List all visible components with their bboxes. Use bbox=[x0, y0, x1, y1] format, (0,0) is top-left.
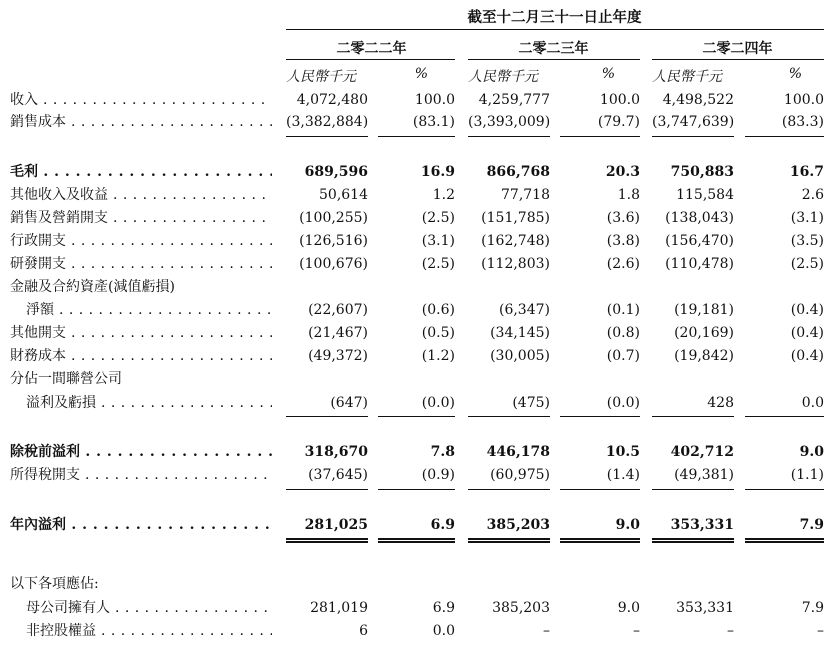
cell-2022-amount: (22,607) bbox=[308, 302, 368, 318]
subtotal-rule bbox=[468, 416, 550, 417]
unit-pct: % bbox=[414, 66, 428, 82]
cell-2023-amount: (475) bbox=[512, 395, 550, 411]
cell-2023-amount: 77,718 bbox=[501, 187, 550, 203]
subtotal-rule bbox=[745, 416, 824, 417]
period-underline bbox=[286, 29, 824, 30]
table-row bbox=[0, 185, 831, 205]
subtotal-rule bbox=[468, 489, 550, 490]
cell-2024-pct: 7.9 bbox=[801, 600, 824, 616]
cell-2022-amount: (37,645) bbox=[308, 467, 368, 483]
subtotal-rule bbox=[378, 416, 455, 417]
cell-2024-pct: (0.4) bbox=[790, 302, 824, 318]
cell-2024-pct: 100.0 bbox=[783, 92, 824, 108]
cell-2022-pct: (0.6) bbox=[421, 302, 455, 318]
cell-2024-amount: (19,181) bbox=[674, 302, 734, 318]
cell-2024-amount: (156,470) bbox=[665, 233, 734, 249]
subtotal-rule bbox=[745, 489, 824, 490]
cell-2024-amount: (110,478) bbox=[665, 256, 734, 272]
cell-2023-amount: (34,145) bbox=[490, 325, 550, 341]
table-row bbox=[0, 621, 831, 641]
cell-2022-amount: 4,072,480 bbox=[296, 92, 368, 108]
cell-2023-amount: (30,005) bbox=[490, 348, 550, 364]
cell-2023-pct: (0.7) bbox=[606, 348, 640, 364]
cell-2024-amount: (20,169) bbox=[674, 325, 734, 341]
cell-2024-amount: (49,381) bbox=[674, 467, 734, 483]
subtotal-rule bbox=[286, 136, 368, 137]
cell-2024-amount: – bbox=[727, 623, 734, 639]
cell-2022-pct: 100.0 bbox=[414, 92, 455, 108]
cell-2022-pct: (0.0) bbox=[421, 395, 455, 411]
row-label: 金融及合約資產(減值虧損) bbox=[10, 279, 175, 295]
cell-2022-amount: 281,019 bbox=[310, 600, 368, 616]
cell-2023-pct: (3.6) bbox=[606, 210, 640, 226]
row-label: 其他收入及收益 . . . bbox=[10, 185, 272, 205]
cell-2023-pct: (79.7) bbox=[597, 114, 640, 130]
row-label: 以下各項應佔: bbox=[10, 576, 99, 592]
subtotal-rule bbox=[560, 416, 640, 417]
row-label: 年內溢利 . . . bbox=[10, 515, 272, 535]
cell-2022-amount: (3,382,884) bbox=[286, 114, 369, 130]
cell-2024-amount: (19,842) bbox=[674, 348, 734, 364]
subtotal-rule bbox=[286, 416, 368, 417]
total-double-rule bbox=[468, 538, 550, 543]
unit-pct: % bbox=[788, 66, 802, 82]
cell-2022-pct: 0.0 bbox=[432, 623, 455, 639]
row-label: 銷售及營銷開支 . . . bbox=[10, 208, 272, 228]
cell-2023-amount: (60,975) bbox=[490, 467, 550, 483]
row-label: 其他開支 . . . bbox=[10, 323, 272, 343]
table-row bbox=[0, 277, 831, 297]
row-label: 溢利及虧損 . . . bbox=[26, 393, 272, 413]
row-label: 財務成本 . . . bbox=[10, 346, 272, 366]
cell-2022-amount: (49,372) bbox=[308, 348, 368, 364]
subtotal-rule bbox=[286, 489, 368, 490]
table-row bbox=[0, 112, 831, 132]
unit-money: 人民幣千元 bbox=[286, 69, 356, 85]
cell-2022-amount: (100,676) bbox=[299, 256, 368, 272]
total-double-rule bbox=[560, 538, 640, 543]
cell-2022-amount: 281,025 bbox=[304, 517, 368, 533]
table-row bbox=[0, 465, 831, 485]
cell-2023-pct: (1.4) bbox=[606, 467, 640, 483]
cell-2023-amount: (112,803) bbox=[481, 256, 550, 272]
unit-money: 人民幣千元 bbox=[652, 69, 722, 85]
row-label: 毛利 . . . bbox=[10, 162, 272, 182]
cell-2024-amount: (3,747,639) bbox=[652, 114, 735, 130]
cell-2024-pct: (0.4) bbox=[790, 348, 824, 364]
cell-2023-pct: – bbox=[633, 623, 640, 639]
cell-2022-pct: 16.9 bbox=[420, 164, 455, 180]
table-row bbox=[0, 323, 831, 343]
cell-2022-pct: 7.8 bbox=[430, 444, 455, 460]
cell-2023-amount: 866,768 bbox=[486, 164, 550, 180]
row-label: 淨額 . . . bbox=[26, 300, 272, 320]
unit-pct: % bbox=[601, 66, 615, 82]
cell-2023-pct: 100.0 bbox=[599, 92, 640, 108]
subtotal-rule bbox=[378, 136, 455, 137]
year-underline bbox=[468, 59, 640, 60]
cell-2022-amount: (126,516) bbox=[299, 233, 368, 249]
cell-2024-amount: 402,712 bbox=[670, 444, 734, 460]
row-label: 所得稅開支 . . . bbox=[10, 465, 272, 485]
cell-2023-amount: 385,203 bbox=[486, 517, 550, 533]
cell-2024-pct: 9.0 bbox=[799, 444, 824, 460]
total-double-rule bbox=[378, 538, 455, 543]
cell-2022-pct: (0.5) bbox=[421, 325, 455, 341]
row-label: 非控股權益 . . . bbox=[26, 621, 272, 641]
year-underline bbox=[286, 59, 455, 60]
cell-2023-pct: (3.8) bbox=[606, 233, 640, 249]
unit-money: 人民幣千元 bbox=[468, 69, 538, 85]
cell-2024-pct: (3.5) bbox=[790, 233, 824, 249]
cell-2023-pct: (0.1) bbox=[606, 302, 640, 318]
table-row bbox=[0, 300, 831, 320]
cell-2022-amount: (21,467) bbox=[308, 325, 368, 341]
table-row bbox=[0, 346, 831, 366]
row-label: 收入 . . . bbox=[10, 90, 272, 110]
cell-2024-pct: (0.4) bbox=[790, 325, 824, 341]
cell-2024-pct: (83.3) bbox=[781, 114, 824, 130]
row-label: 分佔一間聯營公司 bbox=[10, 371, 122, 387]
cell-2022-pct: (1.2) bbox=[421, 348, 455, 364]
period-header: 截至十二月三十一日止年度 bbox=[467, 9, 642, 26]
cell-2022-pct: (83.1) bbox=[412, 114, 455, 130]
year-2023: 二零二三年 bbox=[518, 41, 589, 57]
cell-2023-pct: 9.0 bbox=[617, 600, 640, 616]
year-2022: 二零二二年 bbox=[336, 41, 407, 57]
year-2024: 二零二四年 bbox=[702, 41, 773, 57]
cell-2023-amount: 446,178 bbox=[486, 444, 550, 460]
cell-2023-amount: (3,393,009) bbox=[468, 114, 551, 130]
table-row bbox=[0, 162, 831, 182]
table-row bbox=[0, 231, 831, 251]
table-row bbox=[0, 598, 831, 618]
subtotal-rule bbox=[468, 136, 550, 137]
row-label: 研發開支 . . . bbox=[10, 254, 272, 274]
cell-2022-amount: (647) bbox=[330, 395, 368, 411]
subtotal-rule bbox=[652, 489, 734, 490]
subtotal-rule bbox=[652, 416, 734, 417]
cell-2024-pct: (1.1) bbox=[790, 467, 824, 483]
cell-2022-pct: (0.9) bbox=[421, 467, 455, 483]
cell-2022-pct: 6.9 bbox=[432, 600, 455, 616]
cell-2022-amount: (100,255) bbox=[299, 210, 368, 226]
row-label: 行政開支 . . . bbox=[10, 231, 272, 251]
cell-2023-amount: (162,748) bbox=[481, 233, 550, 249]
cell-2023-amount: (6,347) bbox=[498, 302, 550, 318]
cell-2023-pct: (0.8) bbox=[606, 325, 640, 341]
table-row bbox=[0, 90, 831, 110]
subtotal-rule bbox=[745, 136, 824, 137]
cell-2023-amount: – bbox=[543, 623, 550, 639]
cell-2023-pct: 20.3 bbox=[605, 164, 640, 180]
cell-2024-amount: (138,043) bbox=[665, 210, 734, 226]
cell-2022-amount: 50,614 bbox=[319, 187, 368, 203]
table-row bbox=[0, 369, 831, 389]
cell-2023-pct: 10.5 bbox=[605, 444, 640, 460]
cell-2023-pct: (0.0) bbox=[606, 395, 640, 411]
table-row bbox=[0, 254, 831, 274]
table-row bbox=[0, 208, 831, 228]
cell-2022-pct: 6.9 bbox=[430, 517, 455, 533]
row-label: 除稅前溢利 . . . bbox=[10, 442, 272, 462]
cell-2024-pct: (2.5) bbox=[790, 256, 824, 272]
year-underline bbox=[652, 59, 824, 60]
table-row bbox=[0, 393, 831, 413]
subtotal-rule bbox=[652, 136, 734, 137]
cell-2022-amount: 689,596 bbox=[304, 164, 368, 180]
table-row bbox=[0, 515, 831, 535]
cell-2023-amount: 4,259,777 bbox=[478, 92, 550, 108]
cell-2024-amount: 115,584 bbox=[676, 187, 734, 203]
cell-2023-pct: (2.6) bbox=[606, 256, 640, 272]
cell-2023-amount: (151,785) bbox=[481, 210, 550, 226]
cell-2024-amount: 4,498,522 bbox=[662, 92, 734, 108]
subtotal-rule bbox=[560, 489, 640, 490]
cell-2022-pct: 1.2 bbox=[432, 187, 455, 203]
cell-2024-amount: 750,883 bbox=[670, 164, 734, 180]
row-label: 銷售成本 . . . bbox=[10, 112, 272, 132]
cell-2022-amount: 6 bbox=[359, 623, 368, 639]
total-double-rule bbox=[286, 538, 368, 543]
cell-2024-pct: 7.9 bbox=[799, 517, 824, 533]
cell-2024-amount: 428 bbox=[707, 395, 734, 411]
cell-2024-amount: 353,331 bbox=[676, 600, 734, 616]
cell-2022-pct: (3.1) bbox=[421, 233, 455, 249]
cell-2022-amount: 318,670 bbox=[304, 444, 368, 460]
table-row bbox=[0, 442, 831, 462]
row-label: 母公司擁有人 . . . bbox=[26, 598, 272, 618]
cell-2024-pct: (3.1) bbox=[790, 210, 824, 226]
cell-2024-pct: – bbox=[817, 623, 824, 639]
cell-2022-pct: (2.5) bbox=[421, 210, 455, 226]
cell-2023-amount: 385,203 bbox=[492, 600, 550, 616]
cell-2024-pct: 2.6 bbox=[801, 187, 824, 203]
cell-2023-pct: 9.0 bbox=[615, 517, 640, 533]
total-double-rule bbox=[652, 538, 734, 543]
cell-2022-pct: (2.5) bbox=[421, 256, 455, 272]
subtotal-rule bbox=[560, 136, 640, 137]
cell-2023-pct: 1.8 bbox=[617, 187, 640, 203]
cell-2024-pct: 0.0 bbox=[801, 395, 824, 411]
total-double-rule bbox=[745, 538, 824, 543]
subtotal-rule bbox=[378, 489, 455, 490]
cell-2024-amount: 353,331 bbox=[670, 517, 734, 533]
table-row bbox=[0, 574, 831, 594]
cell-2024-pct: 16.7 bbox=[789, 164, 824, 180]
